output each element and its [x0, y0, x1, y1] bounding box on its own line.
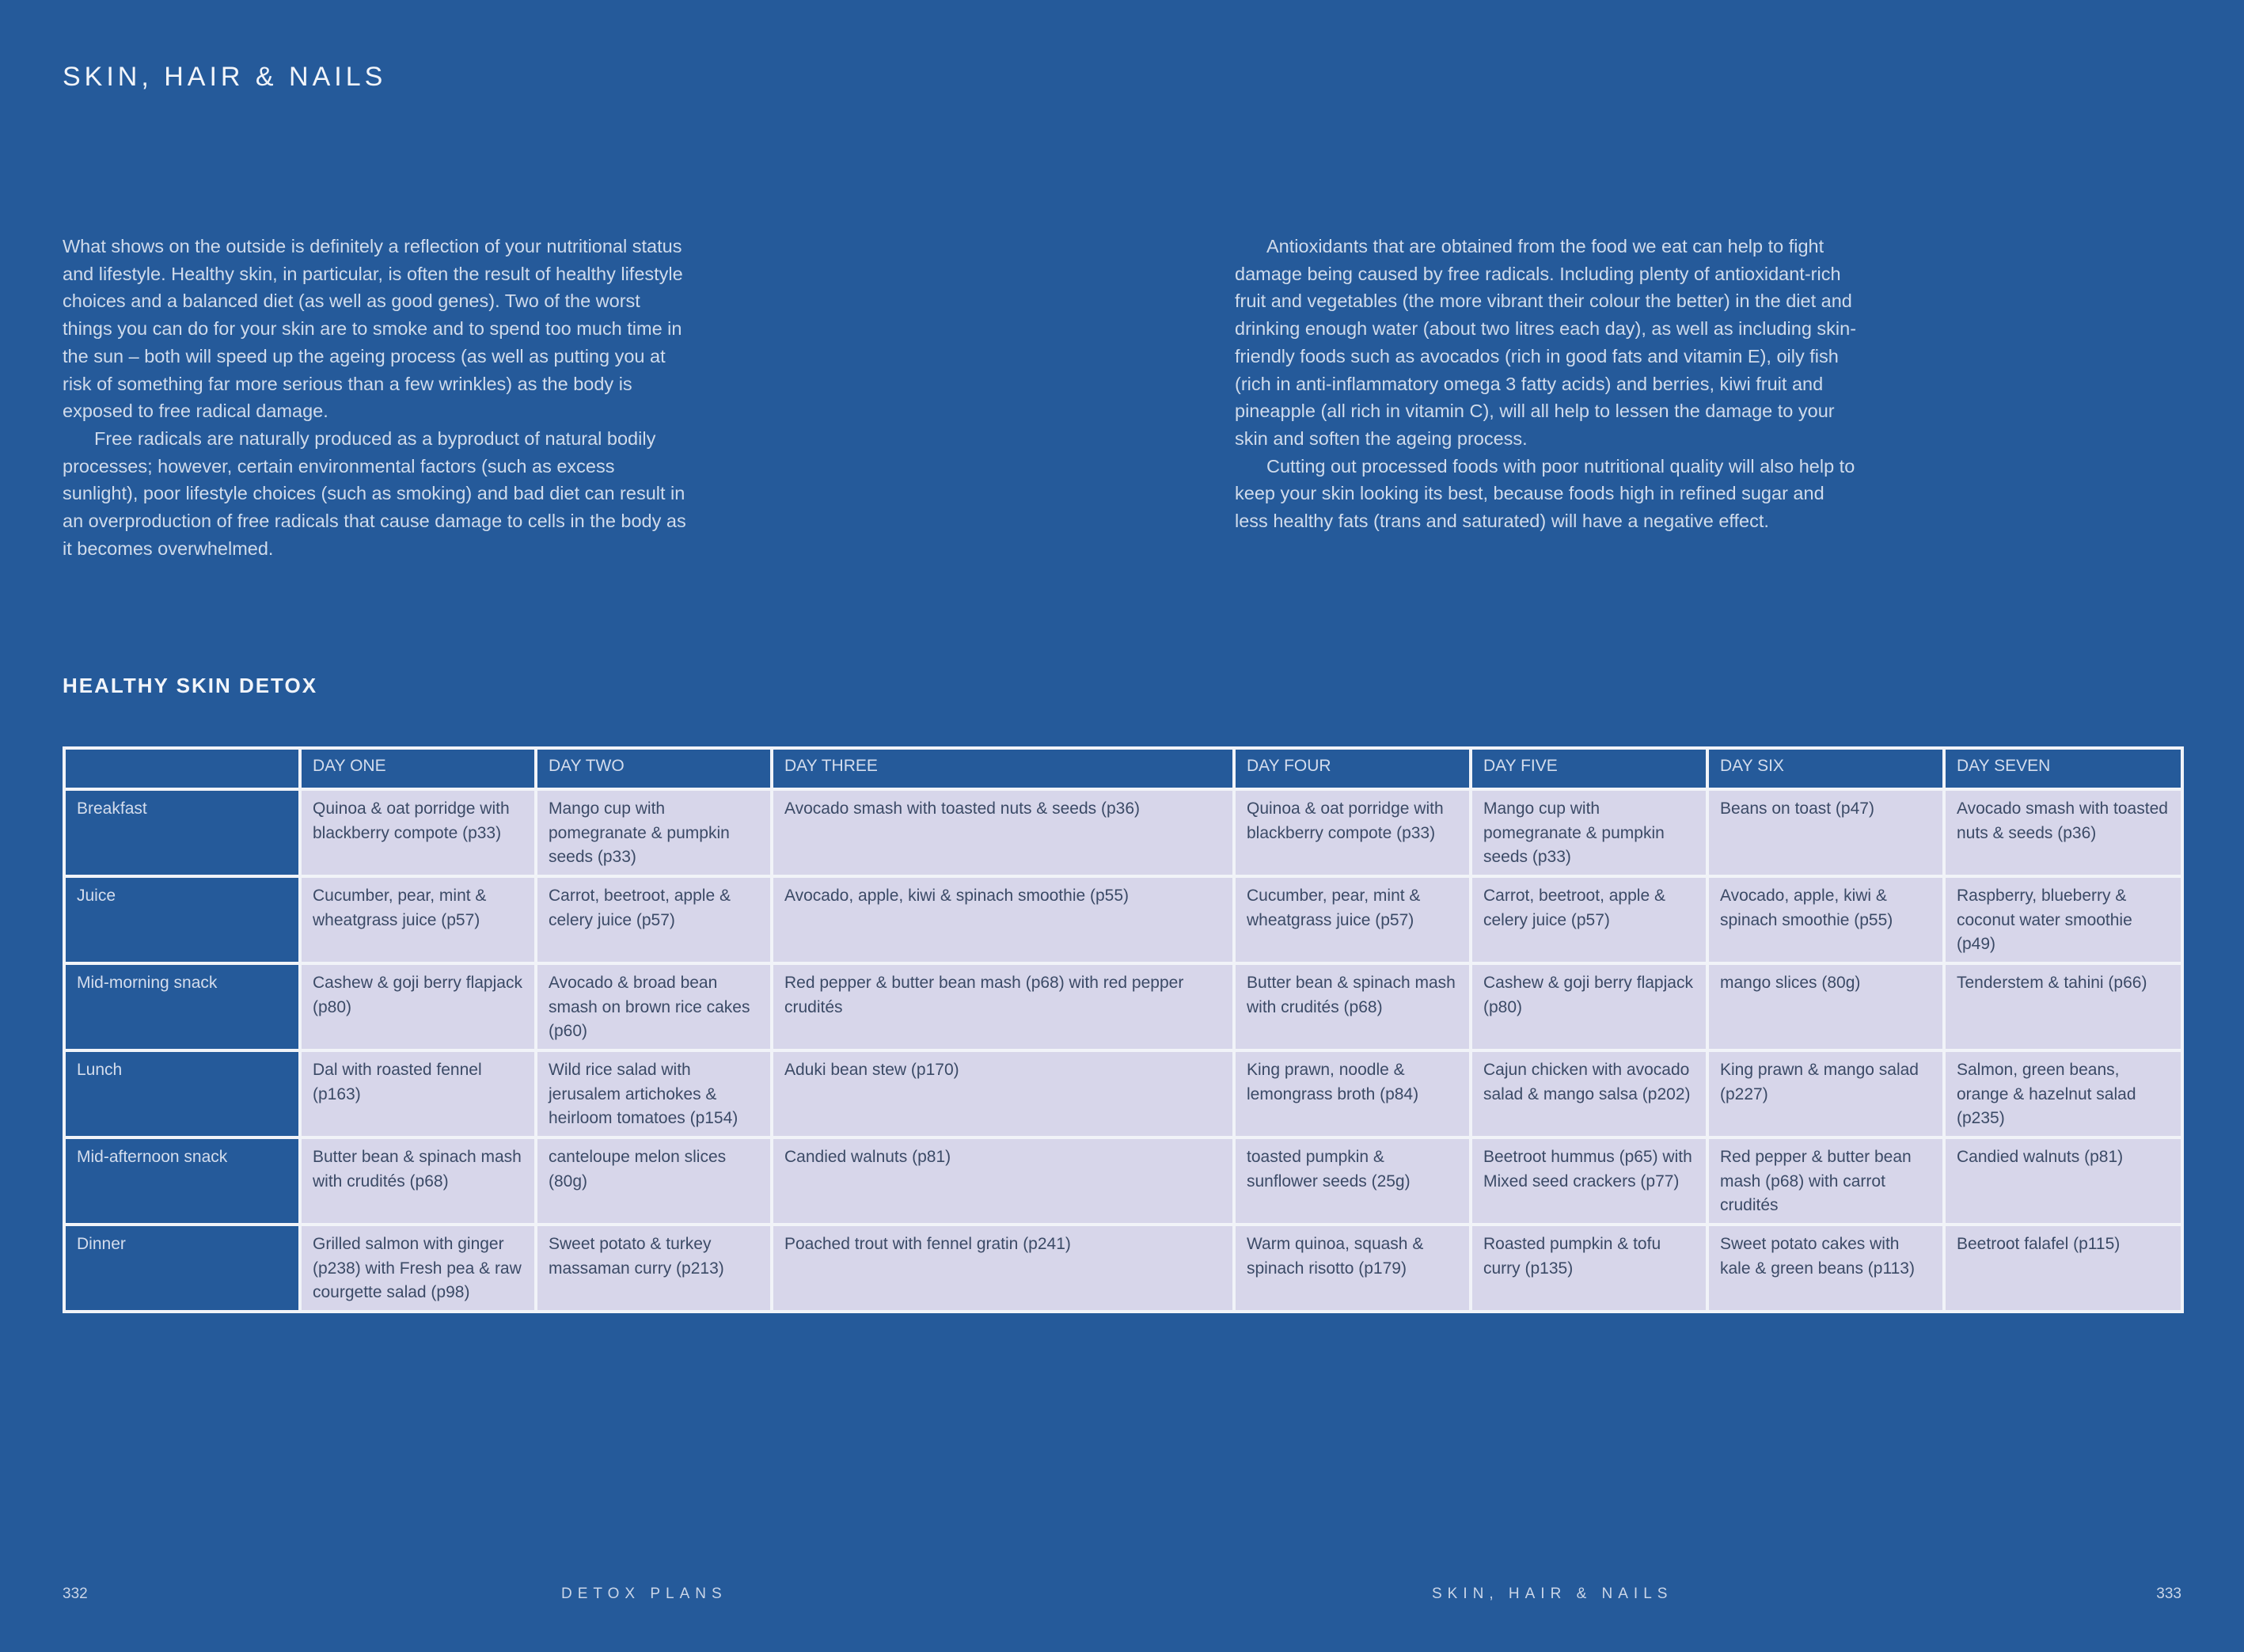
- meal-cell: Butter bean & spinach mash with crudités (p68): [300, 1137, 536, 1225]
- meal-cell: Poached trout with fennel gratin (p241): [772, 1225, 1234, 1312]
- table-corner-cell: [64, 748, 300, 789]
- meal-label: Dinner: [64, 1225, 300, 1312]
- meal-cell: Aduki bean stew (p170): [772, 1050, 1234, 1137]
- meal-cell: Tenderstem & tahini (p66): [1944, 963, 2182, 1050]
- meal-cell: Beetroot falafel (p115): [1944, 1225, 2182, 1312]
- right-running-footer: SKIN, HAIR & NAILS: [1432, 1586, 1673, 1602]
- meal-label: Mid-morning snack: [64, 963, 300, 1050]
- meal-cell: Avocado, apple, kiwi & spinach smoothie (p55): [772, 876, 1234, 963]
- meal-cell: Cashew & goji berry flapjack (p80): [300, 963, 536, 1050]
- detox-plan-table: [63, 746, 2184, 1313]
- meal-cell: Quinoa & oat porridge with blackberry compote (p33): [300, 789, 536, 876]
- meal-cell: Beetroot hummus (p65) with Mixed seed crackers (p77): [1471, 1137, 1707, 1225]
- left-page-number: 332: [63, 1586, 88, 1602]
- meal-cell: Mango cup with pomegranate & pumpkin seeds (p33): [536, 789, 772, 876]
- meal-cell: Cucumber, pear, mint & wheatgrass juice (p57): [1234, 876, 1471, 963]
- meal-cell: Wild rice salad with jerusalem artichokes & heirloom tomatoes (p154): [536, 1050, 772, 1137]
- table-row: [64, 1225, 2182, 1312]
- intro-column-right: [1235, 233, 1860, 535]
- page-title: SKIN, HAIR & NAILS: [63, 62, 387, 92]
- meal-cell: King prawn, noodle & lemongrass broth (p84): [1234, 1050, 1471, 1137]
- intro-column-left: [63, 233, 688, 562]
- meal-cell: Roasted pumpkin & tofu curry (p135): [1471, 1225, 1707, 1312]
- meal-cell: Cajun chicken with avocado salad & mango salsa (p202): [1471, 1050, 1707, 1137]
- meal-label: Juice: [64, 876, 300, 963]
- day-header: DAY SEVEN: [1944, 748, 2182, 789]
- meal-cell: King prawn & mango salad (p227): [1707, 1050, 1944, 1137]
- intro-paragraph: Free radicals are naturally produced as a byproduct of natural bodily processes; however, certain environmental factors (such as excess sunlight), poor lifestyle choices (such as smoking) and bad diet can result in an overproduction of free radicals that cause damage to cells in the body as it becomes overwhelmed.: [63, 427, 686, 559]
- meal-cell: Grilled salmon with ginger (p238) with Fresh pea & raw courgette salad (p98): [300, 1225, 536, 1312]
- meal-cell: Carrot, beetroot, apple & celery juice (p57): [536, 876, 772, 963]
- table-row: [64, 1050, 2182, 1137]
- section-title: HEALTHY SKIN DETOX: [63, 674, 318, 697]
- day-header: DAY THREE: [772, 748, 1234, 789]
- meal-cell: Salmon, green beans, orange & hazelnut salad (p235): [1944, 1050, 2182, 1137]
- meal-cell: Avocado smash with toasted nuts & seeds (p36): [1944, 789, 2182, 876]
- meal-cell: Avocado & broad bean smash on brown rice cakes (p60): [536, 963, 772, 1050]
- day-header: DAY FOUR: [1234, 748, 1471, 789]
- day-header: DAY SIX: [1707, 748, 1944, 789]
- meal-cell: Beans on toast (p47): [1707, 789, 1944, 876]
- meal-cell: toasted pumpkin & sunflower seeds (25g): [1234, 1137, 1471, 1225]
- day-header: DAY ONE: [300, 748, 536, 789]
- meal-cell: Cucumber, pear, mint & wheatgrass juice (p57): [300, 876, 536, 963]
- meal-cell: Sweet potato cakes with kale & green beans (p113): [1707, 1225, 1944, 1312]
- meal-cell: Carrot, beetroot, apple & celery juice (p57): [1471, 876, 1707, 963]
- meal-cell: Warm quinoa, squash & spinach risotto (p179): [1234, 1225, 1471, 1312]
- meal-cell: Dal with roasted fennel (p163): [300, 1050, 536, 1137]
- meal-cell: mango slices (80g): [1707, 963, 1944, 1050]
- intro-paragraph: Cutting out processed foods with poor nutritional quality will also help to keep your skin looking its best, because foods high in refined sugar and less healthy fats (trans and saturated) will have a negative effect.: [1235, 455, 1855, 532]
- intro-paragraph: What shows on the outside is definitely a reflection of your nutritional status and lifestyle. Healthy skin, in particular, is often the result of healthy lifestyle choices and a balanced diet (as well as good genes). Two of the worst things you can do for your skin are to smoke and to spend too much time in the sun – both will speed up the ageing process (as well as putting you at risk of something far more serious than a few wrinkles) as the body is exposed to free radical damage.: [63, 236, 683, 422]
- meal-cell: Candied walnuts (p81): [1944, 1137, 2182, 1225]
- intro-paragraph: Antioxidants that are obtained from the food we eat can help to fight damage being caused by free radicals. Including plenty of antioxidant-rich fruit and vegetables (the more vibrant their colour the better) in the diet and drinking enough water (about two litres each day), as well as including skin-friendly foods such as avocados (rich in good fats and vitamin E), oily fish (rich in anti-inflammatory omega 3 fatty acids) and berries, kiwi fruit and pineapple (all rich in vitamin C), will all help to lessen the damage to your skin and soften the ageing process.: [1235, 236, 1857, 449]
- meal-label: Mid-afternoon snack: [64, 1137, 300, 1225]
- meal-cell: Red pepper & butter bean mash (p68) with red pepper crudités: [772, 963, 1234, 1050]
- meal-cell: Avocado, apple, kiwi & spinach smoothie (p55): [1707, 876, 1944, 963]
- table-header-row: [64, 748, 2182, 789]
- table-row: [64, 789, 2182, 876]
- meal-cell: Candied walnuts (p81): [772, 1137, 1234, 1225]
- meal-cell: Avocado smash with toasted nuts & seeds (p36): [772, 789, 1234, 876]
- meal-cell: Raspberry, blueberry & coconut water smoothie (p49): [1944, 876, 2182, 963]
- meal-cell: canteloupe melon slices (80g): [536, 1137, 772, 1225]
- meal-cell: Sweet potato & turkey massaman curry (p213): [536, 1225, 772, 1312]
- day-header: DAY FIVE: [1471, 748, 1707, 789]
- table-row: [64, 876, 2182, 963]
- meal-label: Lunch: [64, 1050, 300, 1137]
- right-page-number: 333: [2156, 1586, 2181, 1602]
- table-row: [64, 1137, 2182, 1225]
- meal-cell: Quinoa & oat porridge with blackberry compote (p33): [1234, 789, 1471, 876]
- meal-cell: Cashew & goji berry flapjack (p80): [1471, 963, 1707, 1050]
- meal-cell: Red pepper & butter bean mash (p68) with carrot crudités: [1707, 1137, 1944, 1225]
- table-row: [64, 963, 2182, 1050]
- meal-cell: Mango cup with pomegranate & pumpkin seeds (p33): [1471, 789, 1707, 876]
- day-header: DAY TWO: [536, 748, 772, 789]
- meal-label: Breakfast: [64, 789, 300, 876]
- meal-cell: Butter bean & spinach mash with crudités (p68): [1234, 963, 1471, 1050]
- left-running-footer: DETOX PLANS: [561, 1586, 727, 1602]
